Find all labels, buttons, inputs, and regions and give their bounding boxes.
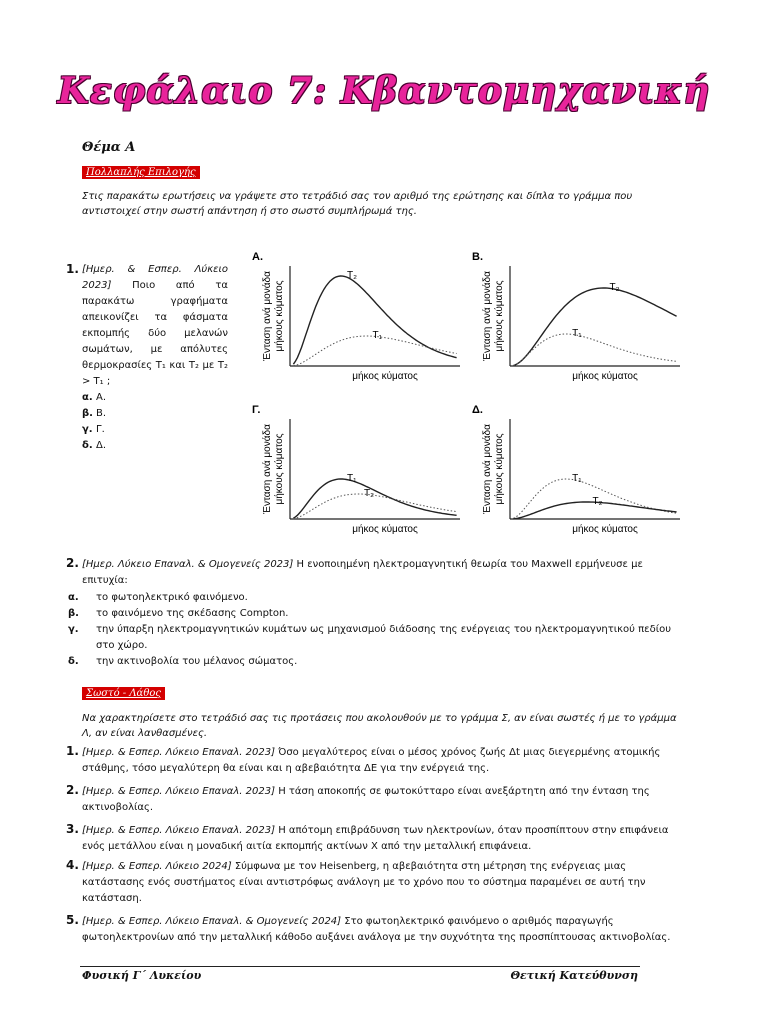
chart-panel-label: Γ. (252, 404, 261, 416)
chart-series-line (513, 288, 676, 366)
chart-panel (252, 251, 460, 382)
chart-panel-label: Α. (252, 251, 263, 263)
question-1-number: 1. (66, 262, 79, 276)
tf-3-number: 3. (66, 822, 79, 836)
tf-2-text: Η τάση αποκοπής σε φωτοκύτταρο είναι ανεξάρτητη από την ένταση της ακτινοβολίας. (82, 786, 650, 813)
chart-series-label: T₁ (372, 330, 382, 341)
chart-series-line (293, 494, 456, 519)
chart-ylabel (481, 271, 505, 362)
option-letter: β. (68, 608, 79, 619)
tf-statement-5 (82, 914, 682, 946)
chart-ylabel-line: μήκους κύματος (274, 280, 285, 352)
chart-series-line (513, 334, 676, 366)
tf-5-number: 5. (66, 913, 79, 927)
chart-ylabel-line: Ένταση ανά μονάδα (262, 271, 273, 361)
option-letter: γ. (82, 424, 93, 435)
option-letter: δ. (82, 440, 93, 451)
chart-series-label: T₁ (572, 328, 582, 339)
chart-series-label: T₁ (347, 473, 357, 484)
chart-ylabel-line: Ένταση ανά μονάδα (482, 271, 493, 361)
footer-divider (80, 966, 640, 967)
chart-ylabel-line: μήκους κύματος (494, 280, 505, 352)
tf-2-source: [Ημερ. & Εσπερ. Λύκειο Επαναλ. 2023] (82, 786, 275, 797)
question-2-source: [Ημερ. Λύκειο Επαναλ. & Ομογενείς 2023] (82, 559, 294, 570)
option-letter: γ. (68, 624, 79, 635)
page-title: Κεφάλαιο 7: Κβαντομηχανική (57, 70, 711, 112)
blackbody-charts (250, 244, 700, 544)
true-false-badge: Σωστό - Λάθος (82, 687, 165, 700)
option-text: την ακτινοβολία του μέλανος σώματος. (96, 656, 298, 667)
true-false-instructions: Να χαρακτηρίσετε στο τετράδιό σας τις προτάσεις που ακολουθούν με το γράμμα Σ, αν είναι σωστές ή με το γράμμα Λ, αν είναι λανθασμένες. (82, 713, 677, 739)
chart-panel-label: Β. (472, 251, 483, 263)
chart-panel (472, 404, 680, 535)
question-1-option-c (82, 422, 228, 438)
question-1-source: [Ημερ. & Εσπερ. Λύκειο 2023] (82, 264, 228, 291)
chart-ylabel (261, 271, 285, 362)
question-1-option-d (82, 438, 228, 454)
question-1 (82, 262, 228, 454)
option-letter: α. (68, 592, 79, 603)
chart-series-line (293, 479, 456, 518)
theme-heading: Θέμα Α (82, 140, 136, 155)
option-letter: α. (82, 392, 93, 403)
chart-panel (252, 404, 460, 535)
footer-course: Φυσική Γ΄ Λυκείου (82, 969, 202, 982)
tf-1-number: 1. (66, 744, 79, 758)
tf-statement-3 (82, 823, 682, 855)
tf-4-source: [Ημερ. & Εσπερ. Λύκειο 2024] (82, 861, 232, 872)
tf-4-number: 4. (66, 858, 79, 872)
tf-2-number: 2. (66, 783, 79, 797)
tf-4-text: Σύμφωνα με τον Heisenberg, η αβεβαιότητα στη μέτρηση της ενέργειας μιας κατάστασης ενός συστήματος είναι αντιστρόφως ανάλογη με το χρόνο που το σύστημα παραμένει σε αυτή την κατάσταση. (82, 861, 646, 904)
chart-ylabel (481, 424, 505, 515)
tf-1-text: Όσο μεγαλύτερος είναι ο μέσος χρόνος ζωής Δt μιας διεγερμένης ατομικής στάθμης, τόσο μεγαλύτερη θα είναι και η αβεβαιότητα ΔΕ για την ενέργειά της. (82, 747, 661, 774)
question-2-text: Η ενοποιημένη ηλεκτρομαγνητική θεωρία του Maxwell ερμήνευσε με επιτυχία: (82, 559, 643, 586)
question-2-option-a (68, 590, 682, 606)
option-text: Α. (96, 392, 107, 403)
chart-ylabel-line: Ένταση ανά μονάδα (482, 424, 493, 514)
footer-track: Θετική Κατεύθυνση (510, 969, 638, 982)
option-text: την ύπαρξη ηλεκτρομαγνητικών κυμάτων ως μηχανισμού διάδοσης της ενέργειας του ηλεκτρομαγνητικού πεδίου στο χώρο. (96, 624, 671, 651)
chart-series-label: T₂ (364, 488, 374, 499)
chart-xlabel: μήκος κύματος (572, 371, 638, 382)
question-1-option-a (82, 390, 228, 406)
chart-xlabel: μήκος κύματος (572, 524, 638, 535)
chart-xlabel: μήκος κύματος (352, 524, 418, 535)
tf-5-text: Στο φωτοηλεκτρικό φαινόμενο ο αριθμός παραγωγής φωτοηλεκτρονίων από την μεταλλική κάθοδο αυξάνει ανάλογα με την συχνότητα της προσπίπτουσας ακτινοβολίας. (82, 916, 671, 943)
chart-xlabel: μήκος κύματος (352, 371, 418, 382)
chart-panel (472, 251, 680, 382)
option-letter: δ. (68, 656, 79, 667)
option-text: Β. (96, 408, 107, 419)
chart-ylabel-line: μήκους κύματος (274, 433, 285, 505)
option-text: Δ. (96, 440, 107, 451)
chart-ylabel (261, 424, 285, 515)
question-2-number: 2. (66, 556, 79, 570)
chart-panel-label: Δ. (472, 404, 483, 416)
chart-series-label: T₂ (347, 270, 357, 281)
question-1-option-b (82, 406, 228, 422)
tf-5-source: [Ημερ. & Εσπερ. Λύκειο Επαναλ. & Ομογενείς 2024] (82, 916, 342, 927)
tf-statement-2 (82, 784, 682, 816)
multiple-choice-instructions: Στις παρακάτω ερωτήσεις να γράψετε στο τετράδιό σας τον αριθμό της ερώτησης και δίπλα το γράμμα που αντιστοιχεί στην σωστή απάντηση ή στο σωστό συμπλήρωμά της. (82, 191, 633, 217)
chart-series-label: T₂ (592, 496, 603, 507)
question-2-option-b (68, 606, 682, 622)
option-text: Γ. (96, 424, 105, 435)
question-2 (82, 557, 682, 589)
chart-series-label: T₂ (609, 282, 620, 293)
tf-1-source: [Ημερ. & Εσπερ. Λύκειο Επαναλ. 2023] (82, 747, 275, 758)
tf-statement-1 (82, 745, 682, 777)
tf-3-source: [Ημερ. & Εσπερ. Λύκειο Επαναλ. 2023] (82, 825, 275, 836)
chart-ylabel-line: μήκους κύματος (494, 433, 505, 505)
question-2-options (68, 590, 682, 670)
chart-ylabel-line: Ένταση ανά μονάδα (262, 424, 273, 514)
option-text: το φωτοηλεκτρικό φαινόμενο. (96, 592, 248, 603)
option-letter: β. (82, 408, 93, 419)
multiple-choice-badge: Πολλαπλής Επιλογής (82, 166, 200, 179)
question-2-option-c (68, 622, 682, 654)
tf-3-text: Η απότομη επιβράδυνση των ηλεκτρονίων, όταν προσπίπτουν στην επιφάνεια ενός μετάλλου είναι η μοναδική αιτία εκπομπής ακτίνων X από την μεταλλική επιφάνεια. (82, 825, 669, 852)
chart-series-label: T₁ (572, 473, 582, 484)
question-1-text: Ποιο από τα παρακάτω γραφήματα απεικονίζει τα φάσματα εκπομπής δύο μελανών σωμάτων, με απόλυτες θερμοκρασίες T₁ και T₂ με T₂ > T₁ ; (82, 280, 228, 387)
option-text: το φαινόμενο της σκέδασης Compton. (96, 608, 289, 619)
question-2-option-d (68, 654, 682, 670)
chart-series-line (293, 276, 456, 364)
tf-statement-4 (82, 859, 682, 907)
